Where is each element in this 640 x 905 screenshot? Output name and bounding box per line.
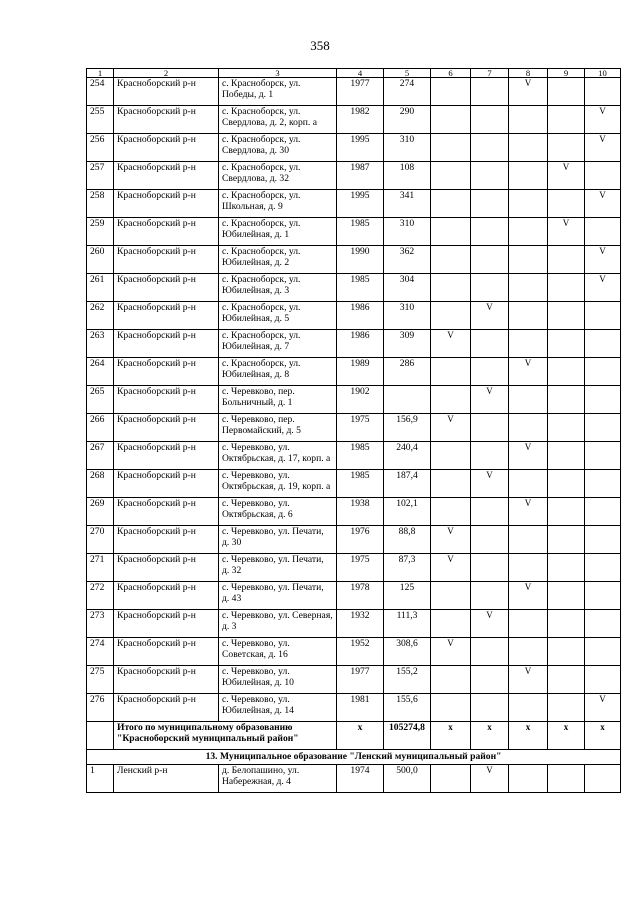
- table-row: [87, 134, 621, 162]
- mark-cell: [548, 554, 585, 582]
- mark-cell: [471, 190, 509, 218]
- mark-cell: [585, 470, 621, 498]
- column-number: 1: [87, 69, 114, 78]
- district-cell: Красноборский р-н: [114, 470, 219, 498]
- district-cell: Красноборский р-н: [114, 442, 219, 470]
- table-row: [87, 218, 621, 246]
- year-cell: 1902: [337, 386, 384, 414]
- mark-cell: [585, 358, 621, 386]
- row-number: 267: [87, 442, 114, 470]
- row-number: 275: [87, 666, 114, 694]
- address-cell: с. Красноборск, ул. Юбилейная, д. 5: [219, 302, 337, 330]
- table-row: [87, 330, 621, 358]
- year-cell: 1985: [337, 218, 384, 246]
- address-cell: с. Черевково, пер. Больничный, д. 1: [219, 386, 337, 414]
- mark-cell: [509, 302, 548, 330]
- mark-cell: [431, 302, 471, 330]
- mark-cell: [431, 386, 471, 414]
- area-cell: 88,8: [384, 526, 431, 554]
- mark-cell: [431, 470, 471, 498]
- area-cell: 155,6: [384, 694, 431, 722]
- address-cell: с. Черевково, пер. Первомайский, д. 5: [219, 414, 337, 442]
- table-row: [87, 78, 621, 106]
- year-cell: 1977: [337, 78, 384, 106]
- area-cell: 362: [384, 246, 431, 274]
- district-cell: Красноборский р-н: [114, 694, 219, 722]
- total-mark: x: [471, 722, 509, 750]
- row-number: 261: [87, 274, 114, 302]
- column-number: 8: [509, 69, 548, 78]
- mark-cell: [548, 582, 585, 610]
- mark-cell: [471, 274, 509, 302]
- column-number: 9: [548, 69, 585, 78]
- mark-cell: [509, 554, 548, 582]
- area-cell: 304: [384, 274, 431, 302]
- year-cell: 1976: [337, 526, 384, 554]
- mark-cell: [585, 526, 621, 554]
- mark-cell: [509, 190, 548, 218]
- area-cell: 156,9: [384, 414, 431, 442]
- district-cell: Красноборский р-н: [114, 414, 219, 442]
- mark-cell: [471, 162, 509, 190]
- mark-cell: [548, 442, 585, 470]
- mark-cell: [471, 358, 509, 386]
- row-number: 254: [87, 78, 114, 106]
- district-cell: Красноборский р-н: [114, 554, 219, 582]
- district-cell: Красноборский р-н: [114, 162, 219, 190]
- mark-cell: [471, 134, 509, 162]
- mark-cell: [548, 694, 585, 722]
- year-cell: 1981: [337, 694, 384, 722]
- mark-cell: V: [471, 302, 509, 330]
- district-cell: Красноборский р-н: [114, 526, 219, 554]
- mark-cell: [585, 330, 621, 358]
- mark-cell: [509, 218, 548, 246]
- mark-cell: [471, 694, 509, 722]
- mark-cell: [431, 582, 471, 610]
- mark-cell: [509, 470, 548, 498]
- total-mark: x: [548, 722, 585, 750]
- mark-cell: V: [585, 190, 621, 218]
- address-cell: с. Черевково, ул. Юбилейная, д. 10: [219, 666, 337, 694]
- register-table: [86, 68, 621, 793]
- table-row: [87, 162, 621, 190]
- year-cell: 1938: [337, 498, 384, 526]
- column-number: 5: [384, 69, 431, 78]
- area-cell: 341: [384, 190, 431, 218]
- mark-cell: [548, 498, 585, 526]
- total-year: x: [337, 722, 384, 750]
- area-cell: 308,6: [384, 638, 431, 666]
- mark-cell: [548, 246, 585, 274]
- mark-cell: V: [585, 134, 621, 162]
- table-row: [87, 526, 621, 554]
- district-cell: Красноборский р-н: [114, 134, 219, 162]
- mark-cell: [585, 162, 621, 190]
- area-cell: 310: [384, 218, 431, 246]
- table-row: [87, 302, 621, 330]
- mark-cell: [431, 358, 471, 386]
- row-number: 274: [87, 638, 114, 666]
- table-row: [87, 442, 621, 470]
- mark-cell: [585, 554, 621, 582]
- mark-cell: [431, 765, 471, 793]
- mark-cell: [585, 414, 621, 442]
- column-number: 4: [337, 69, 384, 78]
- address-cell: с. Черевково, ул. Октябрьская, д. 19, корп. а: [219, 470, 337, 498]
- row-number: 276: [87, 694, 114, 722]
- mark-cell: [548, 765, 585, 793]
- area-cell: 310: [384, 302, 431, 330]
- mark-cell: [548, 302, 585, 330]
- mark-cell: [431, 106, 471, 134]
- mark-cell: [585, 302, 621, 330]
- year-cell: 1986: [337, 302, 384, 330]
- row-number: 264: [87, 358, 114, 386]
- mark-cell: [548, 330, 585, 358]
- table-row: [87, 638, 621, 666]
- mark-cell: V: [585, 274, 621, 302]
- mark-cell: [471, 330, 509, 358]
- table-row: [87, 246, 621, 274]
- district-cell: Красноборский р-н: [114, 498, 219, 526]
- table-row: [87, 386, 621, 414]
- section-row: [87, 750, 621, 765]
- page-number: 358: [310, 38, 330, 53]
- mark-cell: [548, 638, 585, 666]
- address-cell: с. Красноборск, ул. Свердлова, д. 32: [219, 162, 337, 190]
- total-mark: x: [585, 722, 621, 750]
- year-cell: 1987: [337, 162, 384, 190]
- address-cell: с. Черевково, ул. Печати, д. 43: [219, 582, 337, 610]
- year-cell: 1975: [337, 414, 384, 442]
- mark-cell: [471, 638, 509, 666]
- total-area: 105274,8: [384, 722, 431, 750]
- area-cell: 309: [384, 330, 431, 358]
- table-row: [87, 358, 621, 386]
- row-number: 257: [87, 162, 114, 190]
- mark-cell: V: [509, 582, 548, 610]
- mark-cell: [585, 666, 621, 694]
- mark-cell: [431, 442, 471, 470]
- mark-cell: [509, 330, 548, 358]
- table-row: [87, 610, 621, 638]
- mark-cell: V: [509, 442, 548, 470]
- year-cell: 1989: [337, 358, 384, 386]
- table-row: [87, 582, 621, 610]
- mark-cell: V: [509, 78, 548, 106]
- year-cell: 1986: [337, 330, 384, 358]
- mark-cell: [548, 610, 585, 638]
- column-number: 6: [431, 69, 471, 78]
- mark-cell: [471, 554, 509, 582]
- total-row: [87, 722, 621, 750]
- mark-cell: [585, 442, 621, 470]
- row-number: 269: [87, 498, 114, 526]
- mark-cell: V: [548, 162, 585, 190]
- area-cell: 187,4: [384, 470, 431, 498]
- row-number: 260: [87, 246, 114, 274]
- year-cell: 1978: [337, 582, 384, 610]
- mark-cell: [585, 218, 621, 246]
- mark-cell: [548, 414, 585, 442]
- mark-cell: V: [471, 386, 509, 414]
- year-cell: 1985: [337, 470, 384, 498]
- area-cell: 155,2: [384, 666, 431, 694]
- table-row: [87, 765, 621, 793]
- mark-cell: [509, 765, 548, 793]
- table-row: [87, 694, 621, 722]
- mark-cell: [585, 78, 621, 106]
- district-cell: Красноборский р-н: [114, 666, 219, 694]
- mark-cell: [431, 246, 471, 274]
- table-row: [87, 498, 621, 526]
- mark-cell: V: [471, 470, 509, 498]
- area-cell: 290: [384, 106, 431, 134]
- address-cell: д. Белопашино, ул. Набережная, д. 4: [219, 765, 337, 793]
- row-number: 268: [87, 470, 114, 498]
- year-cell: 1995: [337, 190, 384, 218]
- row-number: 266: [87, 414, 114, 442]
- table-body: [87, 69, 621, 793]
- address-cell: с. Красноборск, ул. Юбилейная, д. 3: [219, 274, 337, 302]
- mark-cell: [431, 78, 471, 106]
- mark-cell: [548, 78, 585, 106]
- mark-cell: [431, 610, 471, 638]
- table-row: [87, 554, 621, 582]
- mark-cell: [431, 694, 471, 722]
- address-cell: с. Черевково, ул. Печати, д. 32: [219, 554, 337, 582]
- mark-cell: V: [431, 554, 471, 582]
- district-cell: Красноборский р-н: [114, 582, 219, 610]
- district-cell: Красноборский р-н: [114, 78, 219, 106]
- mark-cell: [585, 610, 621, 638]
- row-number: 262: [87, 302, 114, 330]
- mark-cell: [585, 638, 621, 666]
- mark-cell: [585, 582, 621, 610]
- year-cell: 1985: [337, 274, 384, 302]
- area-cell: 108: [384, 162, 431, 190]
- mark-cell: [431, 190, 471, 218]
- mark-cell: [548, 274, 585, 302]
- mark-cell: [471, 666, 509, 694]
- mark-cell: [471, 582, 509, 610]
- area-cell: 111,3: [384, 610, 431, 638]
- row-number: 259: [87, 218, 114, 246]
- area-cell: 310: [384, 134, 431, 162]
- mark-cell: V: [431, 526, 471, 554]
- district-cell: Ленский р-н: [114, 765, 219, 793]
- mark-cell: [548, 526, 585, 554]
- mark-cell: [431, 134, 471, 162]
- mark-cell: [471, 246, 509, 274]
- year-cell: 1990: [337, 246, 384, 274]
- area-cell: 102,1: [384, 498, 431, 526]
- year-cell: 1975: [337, 554, 384, 582]
- address-cell: с. Черевково, ул. Октябрьская, д. 6: [219, 498, 337, 526]
- year-cell: 1932: [337, 610, 384, 638]
- table-row: [87, 414, 621, 442]
- row-number: 256: [87, 134, 114, 162]
- district-cell: Красноборский р-н: [114, 274, 219, 302]
- column-number: 10: [585, 69, 621, 78]
- mark-cell: V: [471, 765, 509, 793]
- mark-cell: [471, 106, 509, 134]
- mark-cell: [585, 498, 621, 526]
- mark-cell: V: [509, 498, 548, 526]
- row-number: 263: [87, 330, 114, 358]
- mark-cell: V: [431, 330, 471, 358]
- mark-cell: [509, 526, 548, 554]
- total-label: Итого по муниципальному образованию "Красноборский муниципальный район": [114, 722, 337, 750]
- row-number: 271: [87, 554, 114, 582]
- total-mark: x: [431, 722, 471, 750]
- district-cell: Красноборский р-н: [114, 358, 219, 386]
- address-cell: с. Черевково, ул. Печати, д. 30: [219, 526, 337, 554]
- row-number: 255: [87, 106, 114, 134]
- area-cell: 125: [384, 582, 431, 610]
- mark-cell: [471, 498, 509, 526]
- mark-cell: [431, 218, 471, 246]
- mark-cell: [509, 246, 548, 274]
- column-number: 3: [219, 69, 337, 78]
- column-number-row: [87, 69, 621, 78]
- mark-cell: [509, 638, 548, 666]
- mark-cell: [431, 274, 471, 302]
- mark-cell: V: [585, 106, 621, 134]
- year-cell: 1977: [337, 666, 384, 694]
- area-cell: 500,0: [384, 765, 431, 793]
- mark-cell: [509, 414, 548, 442]
- district-cell: Красноборский р-н: [114, 638, 219, 666]
- mark-cell: [548, 470, 585, 498]
- mark-cell: V: [431, 414, 471, 442]
- mark-cell: V: [431, 638, 471, 666]
- row-number: 270: [87, 526, 114, 554]
- address-cell: с. Красноборск, ул. Школьная, д. 9: [219, 190, 337, 218]
- mark-cell: [509, 134, 548, 162]
- row-number: 273: [87, 610, 114, 638]
- mark-cell: [471, 414, 509, 442]
- mark-cell: [548, 106, 585, 134]
- mark-cell: [585, 386, 621, 414]
- area-cell: [384, 386, 431, 414]
- mark-cell: [509, 274, 548, 302]
- district-cell: Красноборский р-н: [114, 190, 219, 218]
- mark-cell: [509, 610, 548, 638]
- address-cell: с. Черевково, ул. Юбилейная, д. 14: [219, 694, 337, 722]
- table-row: [87, 274, 621, 302]
- district-cell: Красноборский р-н: [114, 330, 219, 358]
- address-cell: с. Красноборск, ул. Юбилейная, д. 8: [219, 358, 337, 386]
- table-row: [87, 106, 621, 134]
- row-number: 272: [87, 582, 114, 610]
- row-number: 258: [87, 190, 114, 218]
- section-title: 13. Муниципальное образование "Ленский муниципальный район": [87, 750, 621, 765]
- address-cell: с. Черевково, ул. Советская, д. 16: [219, 638, 337, 666]
- address-cell: с. Красноборск, ул. Победы, д. 1: [219, 78, 337, 106]
- address-cell: с. Красноборск, ул. Юбилейная, д. 7: [219, 330, 337, 358]
- address-cell: с. Красноборск, ул. Юбилейная, д. 1: [219, 218, 337, 246]
- table-row: [87, 190, 621, 218]
- mark-cell: [431, 498, 471, 526]
- area-cell: 286: [384, 358, 431, 386]
- mark-cell: [548, 386, 585, 414]
- table-row: [87, 666, 621, 694]
- mark-cell: [509, 162, 548, 190]
- mark-cell: [431, 666, 471, 694]
- column-number: 2: [114, 69, 219, 78]
- table-row: [87, 470, 621, 498]
- district-cell: Красноборский р-н: [114, 302, 219, 330]
- mark-cell: [509, 386, 548, 414]
- mark-cell: [471, 218, 509, 246]
- mark-cell: [548, 190, 585, 218]
- mark-cell: V: [585, 246, 621, 274]
- address-cell: с. Красноборск, ул. Свердлова, д. 30: [219, 134, 337, 162]
- district-cell: Красноборский р-н: [114, 610, 219, 638]
- address-cell: с. Красноборск, ул. Свердлова, д. 2, корп. а: [219, 106, 337, 134]
- mark-cell: [509, 106, 548, 134]
- empty-cell: [87, 722, 114, 750]
- row-number: 1: [87, 765, 114, 793]
- column-number: 7: [471, 69, 509, 78]
- mark-cell: [509, 694, 548, 722]
- address-cell: с. Черевково, ул. Северная, д. 3: [219, 610, 337, 638]
- row-number: 265: [87, 386, 114, 414]
- mark-cell: [471, 526, 509, 554]
- year-cell: 1974: [337, 765, 384, 793]
- total-mark: x: [509, 722, 548, 750]
- mark-cell: V: [548, 218, 585, 246]
- mark-cell: V: [509, 666, 548, 694]
- address-cell: с. Красноборск, ул. Юбилейная, д. 2: [219, 246, 337, 274]
- mark-cell: V: [471, 610, 509, 638]
- mark-cell: [548, 134, 585, 162]
- mark-cell: [548, 666, 585, 694]
- area-cell: 274: [384, 78, 431, 106]
- district-cell: Красноборский р-н: [114, 106, 219, 134]
- year-cell: 1995: [337, 134, 384, 162]
- year-cell: 1985: [337, 442, 384, 470]
- district-cell: Красноборский р-н: [114, 386, 219, 414]
- district-cell: Красноборский р-н: [114, 246, 219, 274]
- mark-cell: [431, 162, 471, 190]
- year-cell: 1952: [337, 638, 384, 666]
- year-cell: 1982: [337, 106, 384, 134]
- mark-cell: [471, 442, 509, 470]
- area-cell: 87,3: [384, 554, 431, 582]
- mark-cell: [471, 78, 509, 106]
- address-cell: с. Черевково, ул. Октябрьская, д. 17, корп. а: [219, 442, 337, 470]
- area-cell: 240,4: [384, 442, 431, 470]
- district-cell: Красноборский р-н: [114, 218, 219, 246]
- mark-cell: [585, 765, 621, 793]
- mark-cell: V: [585, 694, 621, 722]
- mark-cell: [548, 358, 585, 386]
- mark-cell: V: [509, 358, 548, 386]
